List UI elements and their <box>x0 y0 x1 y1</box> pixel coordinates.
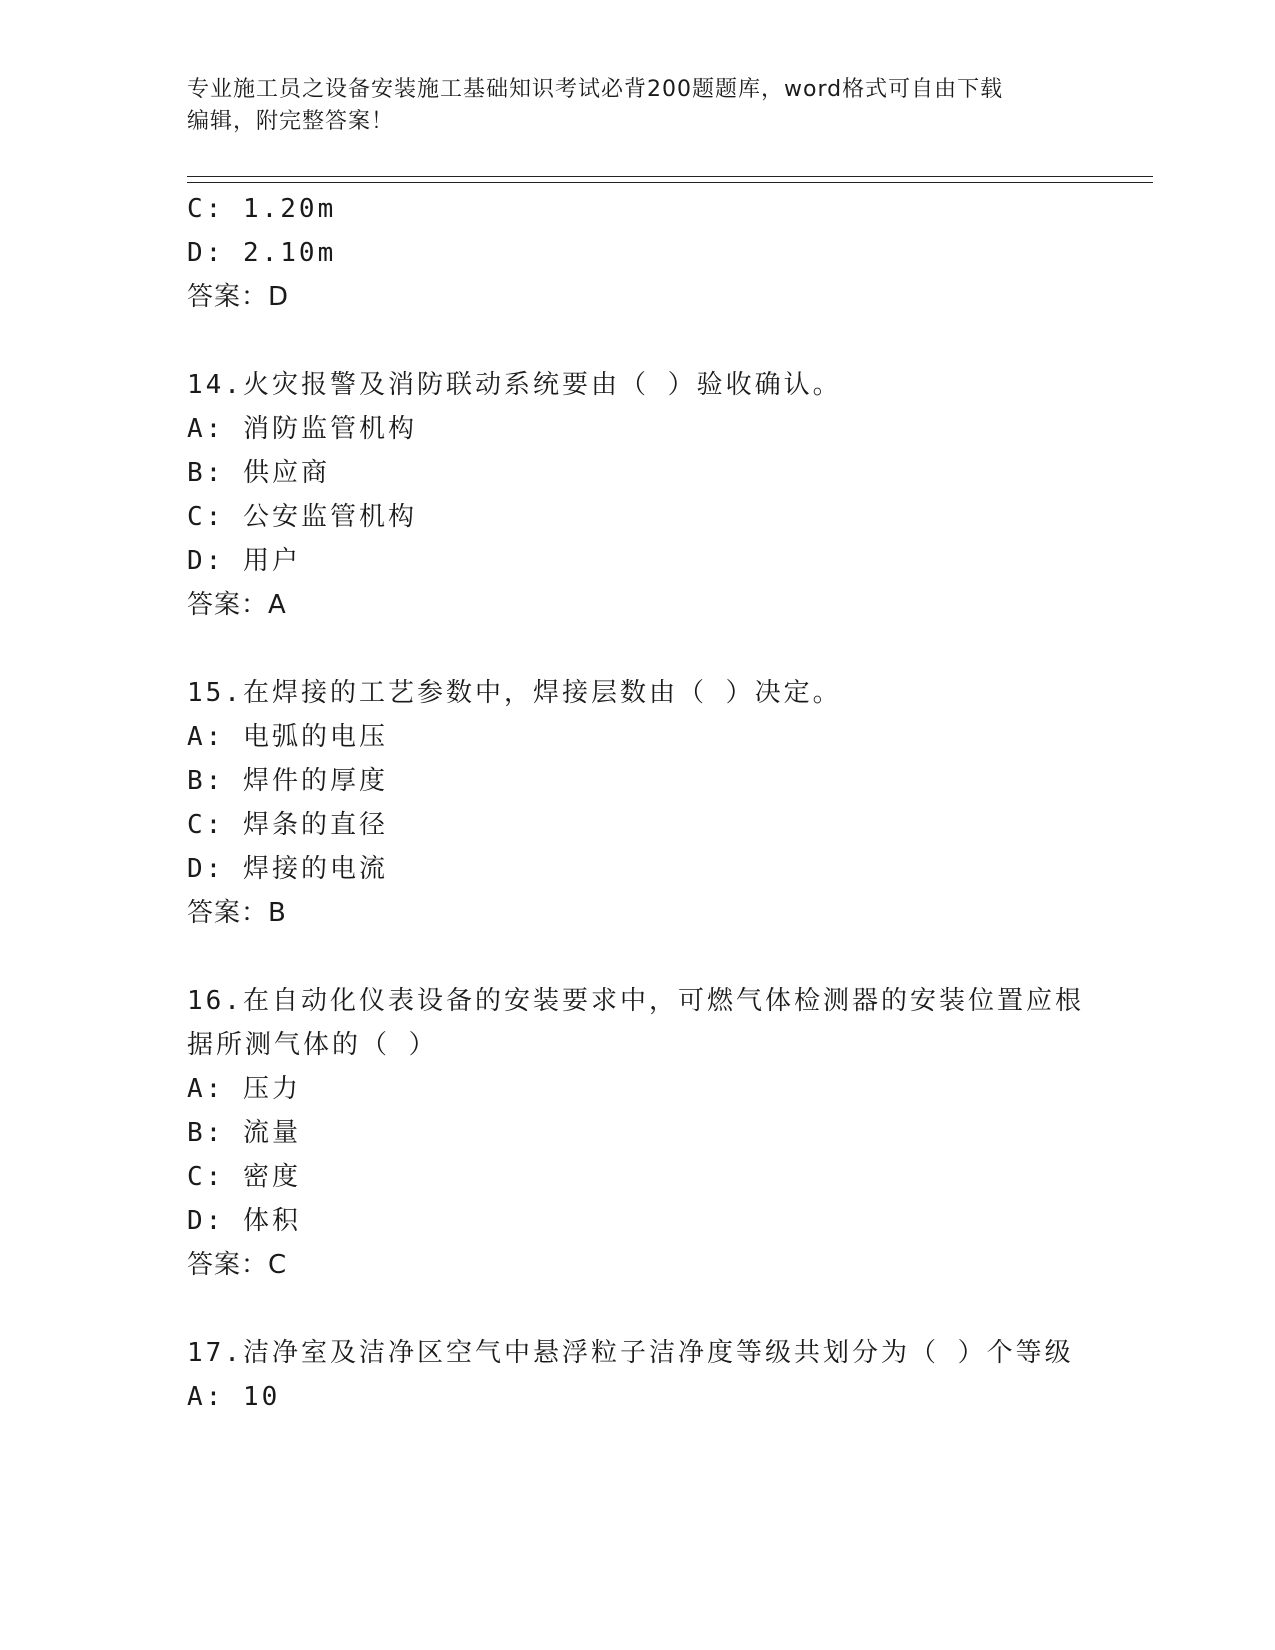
page-header <box>187 74 1067 138</box>
q17-option-a: A: 10 <box>187 1382 281 1412</box>
q15-option-b: B: 焊件的厚度 <box>187 766 388 796</box>
q16-stem-line-2: 据所测气体的（ ） <box>187 1030 438 1060</box>
prev-option-d: D: 2.10m <box>187 238 337 268</box>
q14-answer: 答案：A <box>187 590 287 620</box>
header-rule-top <box>187 176 1153 177</box>
q16-stem-line-1: 16.在自动化仪表设备的安装要求中，可燃气体检测器的安装位置应根 <box>187 986 1084 1016</box>
q14-option-d: D: 用户 <box>187 546 301 576</box>
q16-option-a: A: 压力 <box>187 1074 301 1104</box>
q16-option-c: C: 密度 <box>187 1162 301 1192</box>
q14-option-c: C: 公安监管机构 <box>187 502 417 532</box>
header-rule-bottom <box>187 182 1153 183</box>
q15-option-a: A: 电弧的电压 <box>187 722 388 752</box>
q15-answer: 答案：B <box>187 898 287 928</box>
q15-option-c: C: 焊条的直径 <box>187 810 388 840</box>
q14-option-b: B: 供应商 <box>187 458 330 488</box>
q16-option-b: B: 流量 <box>187 1118 301 1148</box>
q16-option-d: D: 体积 <box>187 1206 301 1236</box>
header-line-1: 专业施工员之设备安装施工基础知识考试必背200题题库，word格式可自由下载 <box>187 77 1004 102</box>
header-line-2: 编辑，附完整答案！ <box>187 109 395 134</box>
q15-stem: 15.在焊接的工艺参数中，焊接层数由（ ）决定。 <box>187 678 842 708</box>
q14-stem: 14.火灾报警及消防联动系统要由（ ）验收确认。 <box>187 370 842 400</box>
q14-option-a: A: 消防监管机构 <box>187 414 417 444</box>
q16-answer: 答案：C <box>187 1250 288 1280</box>
q15-option-d: D: 焊接的电流 <box>187 854 388 884</box>
prev-answer: 答案：D <box>187 282 290 312</box>
q17-stem: 17.洁净室及洁净区空气中悬浮粒子洁净度等级共划分为（ ）个等级 <box>187 1338 1074 1368</box>
prev-option-c: C: 1.20m <box>187 194 337 224</box>
